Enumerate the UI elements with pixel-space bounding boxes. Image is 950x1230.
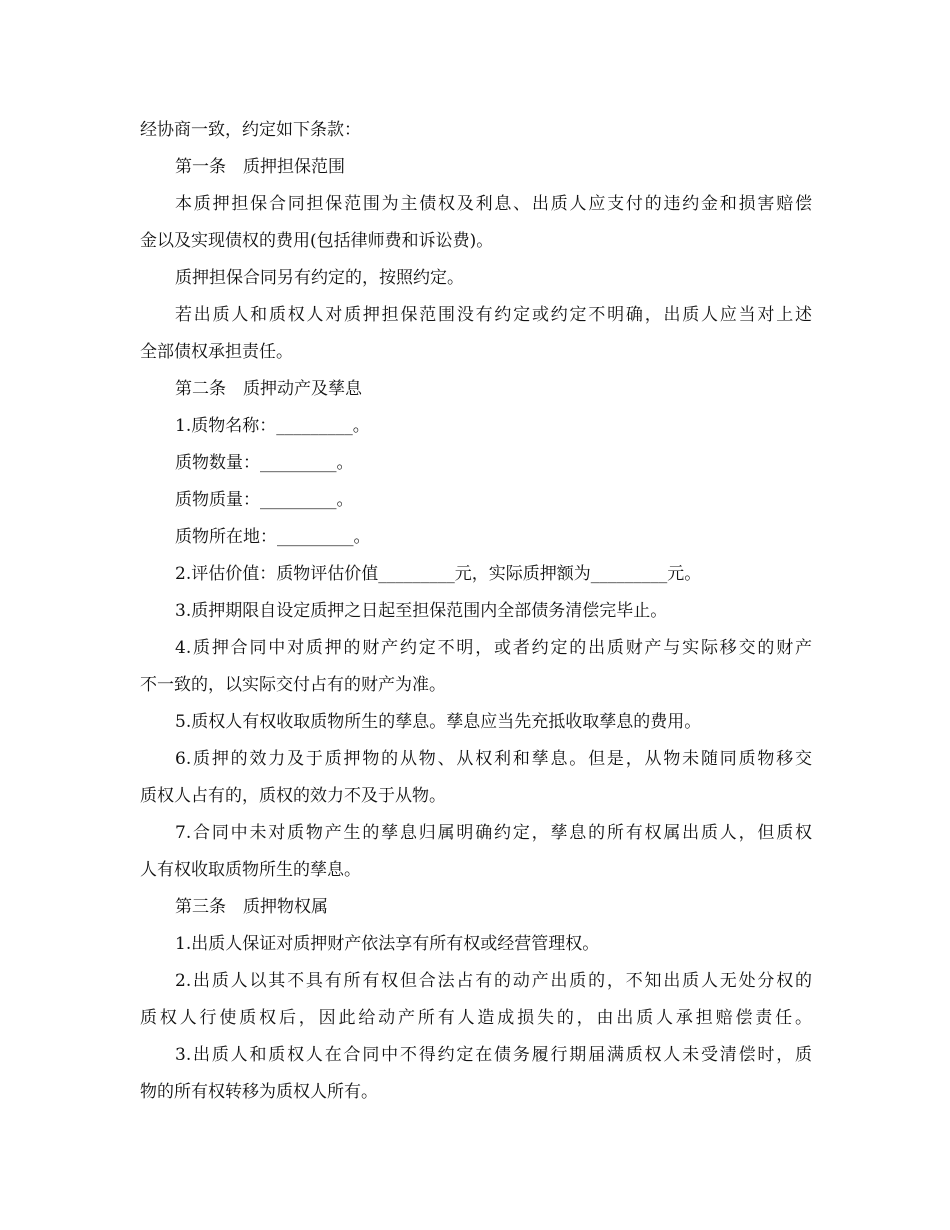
text-line: 第二条 质押动产及孳息 [175, 379, 362, 399]
text-line: 不一致的，以实际交付占有的财产为准。 [140, 675, 446, 695]
text-line: 7.合同中未对质物产生的孳息归属明确约定，孳息的所有权属出质人，但质权 [175, 823, 812, 843]
text-line: 1.质物名称：_________。 [175, 416, 370, 436]
text-line: 2.出质人以其不具有所有权但合法占有的动产出质的，不知出质人无处分权的 [175, 971, 812, 991]
text-line: 若出质人和质权人对质押担保范围没有约定或约定不明确，出质人应当对上述 [175, 305, 812, 325]
text-line: 1.出质人保证对质押财产依法享有所有权或经营管理权。 [175, 934, 600, 954]
text-line: 质物质量：_________。 [175, 490, 354, 510]
contract-body [140, 112, 812, 1111]
text-line: 质押担保合同另有约定的，按照约定。 [175, 268, 464, 288]
text-line: 质物数量：_________。 [175, 453, 354, 473]
text-line: 6.质押的效力及于质押物的从物、从权利和孳息。但是，从物未随同质物移交 [175, 749, 812, 769]
text-line: 质权人占有的，质权的效力不及于从物。 [140, 786, 446, 806]
text-line: 3.出质人和质权人在合同中不得约定在债务履行期届满质权人未受清偿时，质 [175, 1045, 812, 1065]
text-line: 经协商一致，约定如下条款： [140, 120, 361, 140]
text-line: 第一条 质押担保范围 [175, 157, 345, 177]
text-line: 2.评估价值：质物评估价值_________元，实际质押额为_________元。 [175, 564, 702, 584]
text-line: 5.质权人有权收取质物所生的孳息。孳息应当先充抵收取孳息的费用。 [175, 712, 702, 732]
text-line: 质权人行使质权后，因此给动产所有人造成损失的，由出质人承担赔偿责任。 [140, 1008, 812, 1028]
text-line: 金以及实现债权的费用(包括律师费和诉讼费)。 [140, 231, 494, 251]
text-line: 3.质押期限自设定质押之日起至担保范围内全部债务清偿完毕止。 [175, 601, 668, 621]
text-line: 质物所在地：_________。 [175, 527, 371, 547]
text-line: 本质押担保合同担保范围为主债权及利息、出质人应支付的违约金和损害赔偿 [175, 194, 812, 214]
text-line: 第三条 质押物权属 [175, 897, 328, 917]
text-line: 人有权收取质物所生的孳息。 [140, 860, 361, 880]
text-line: 4.质押合同中对质押的财产约定不明，或者约定的出质财产与实际移交的财产 [175, 638, 812, 658]
text-line: 物的所有权转移为质权人所有。 [140, 1082, 378, 1102]
text-line: 全部债权承担责任。 [140, 342, 293, 362]
